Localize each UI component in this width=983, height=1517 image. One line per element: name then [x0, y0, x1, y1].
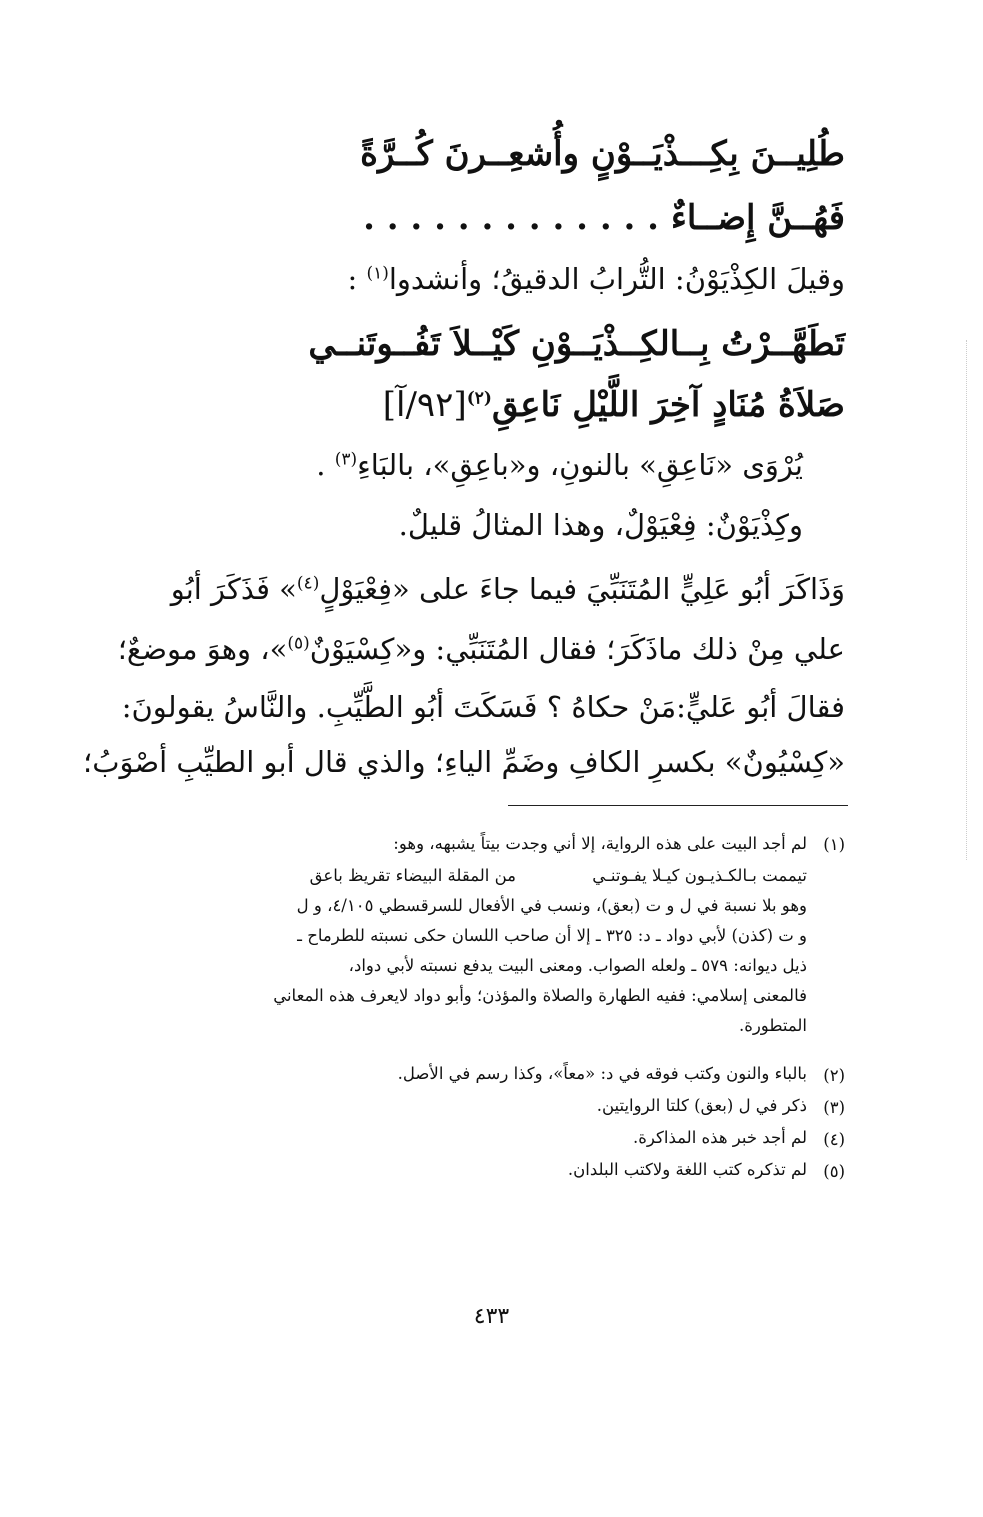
- prose-line-4: [137, 572, 845, 606]
- footnote-ref-4: (٤): [296, 573, 320, 594]
- footnote-1-line-5: ذيل ديوانه: ٥٧٩ ـ ولعله الصواب. ومعنى البيت يدفع نسبته لأبي دواد،: [348, 956, 807, 975]
- footnote-ref-5: (٥): [287, 633, 310, 654]
- prose-text: .: [316, 448, 335, 482]
- footnote-4: لم أجد خبر هذه المذاكرة.: [633, 1128, 807, 1147]
- footnote-number-4: (٤): [823, 1130, 845, 1149]
- footnote-ref-2: (٢): [466, 388, 492, 409]
- footnote-3: ذكر في ل (بعق) كلتا الروايتين.: [596, 1096, 807, 1115]
- footnote-number-3: (٣): [823, 1098, 845, 1117]
- prose-line-7: «كِسْيُونٌ» بكسرِ الكافِ وضَمِّ الياءِ؛ والذي قال أبو الطيِّبِ أصْوَبُ؛: [83, 745, 845, 779]
- prose-line-2: [316, 448, 803, 482]
- footnote-5: لم تذكره كتب اللغة ولاكتب البلدان.: [567, 1160, 807, 1179]
- prose-text: يُرْوَى «نَاعِقِ» بالنونِ، و«باعِقِ»، بالبَاءِ: [357, 448, 803, 482]
- footnote-ref-3: (٣): [334, 449, 358, 470]
- verse-line-3: تَطَهَّــرْتُ بِــالكِــذْيَــوْنِ كَيْــلاَ تَفُــوتَنــي: [308, 324, 845, 364]
- verse-line-4: [383, 385, 845, 425]
- prose-text: وقيلَ الكِذْيَوْنُ: التُّرابُ الدقيقُ؛ وأنشدوا: [388, 262, 845, 296]
- footnote-2: بالباء والنون وكتب فوقه في د: «معاً»، وكذا رسم في الأصل.: [397, 1064, 807, 1083]
- page-number: ٤٣٣: [473, 1304, 510, 1329]
- prose-line-1: [347, 262, 845, 296]
- prose-text: وَذَاكَرَ أبُو عَلِيٍّ المُتَنَبِّيَ فيما جاءَ على «فِعْيَوْلٍ: [319, 572, 845, 606]
- prose-text: علي مِنْ ذلك ماذَكَرَ؛ فقال المُتَنَبِّي: و«كِسْيَوْنٌ: [309, 632, 845, 666]
- prose-text: » فَذَكَرَ أبُو: [170, 572, 297, 606]
- footnote-1-line-1: لم أجد البيت على هذه الرواية، إلا أني وجدت بيتاً يشبهه، وهو:: [393, 834, 807, 853]
- prose-line-5: [118, 632, 845, 666]
- footnote-number-2: (٢): [823, 1066, 845, 1085]
- footnote-number-5: (٥): [823, 1162, 845, 1181]
- verse-line-1: طُلِيــنَ بِكِـــذْيَــوْنٍ وأُشعِــرنَ كُــرَّةً: [360, 134, 845, 174]
- footnote-number-1: (١): [823, 835, 845, 854]
- footnote-1-line-7: المتطورة.: [738, 1016, 807, 1035]
- footnote-1-line-6: فالمعنى إسلامي: ففيه الطهارة والصلاة والمؤذن؛ وأبو دواد لايعرف هذه المعاني: [273, 986, 807, 1005]
- prose-line-6: فقالَ أبُو عَليٍّ:مَنْ حكاهُ ؟ فَسَكَتَ أبُو الطَّيِّبِ. والنَّاسُ يقولونَ:: [121, 690, 845, 724]
- footnote-1-verse-a: تيممت بـالكـذيـون كيـلا يفـوتنـي: [592, 866, 807, 885]
- scan-margin-mark: [966, 340, 967, 860]
- footnote-1-verse-b: من المقلة البيضاء تقريظ باعق: [309, 866, 516, 885]
- footnote-separator: [508, 805, 848, 806]
- verse-text: صَلاَةُ مُنَادٍ آخِرَ اللَّيْلِ نَاعِقِ: [491, 385, 845, 425]
- verse-line-2: فَهُــنَّ إِضــاءٌ . . . . . . . . . . . . .: [363, 198, 845, 238]
- prose-line-3: وكِذْيَوْنٌ: فِعْيَوْلٌ، وهذا المثالُ قليلٌ.: [398, 508, 803, 542]
- prose-text: »، وهوَ موضعٌ؛: [117, 632, 288, 666]
- folio-reference: [٩٢/آ]: [382, 385, 467, 425]
- prose-text: :: [347, 262, 367, 296]
- footnote-1-line-3: وهو بلا نسبة في ل و ت (بعق)، ونسب في الأفعال للسرقسطي ٤/١٠٥، و ل: [296, 896, 807, 915]
- footnote-1-line-4: و ت (كذن) لأبي دواد ـ د: ٣٢٥ ـ إلا أن صاحب اللسان حكى نسبته للطرماح ـ: [297, 926, 807, 945]
- footnote-ref-1: (١): [366, 263, 389, 284]
